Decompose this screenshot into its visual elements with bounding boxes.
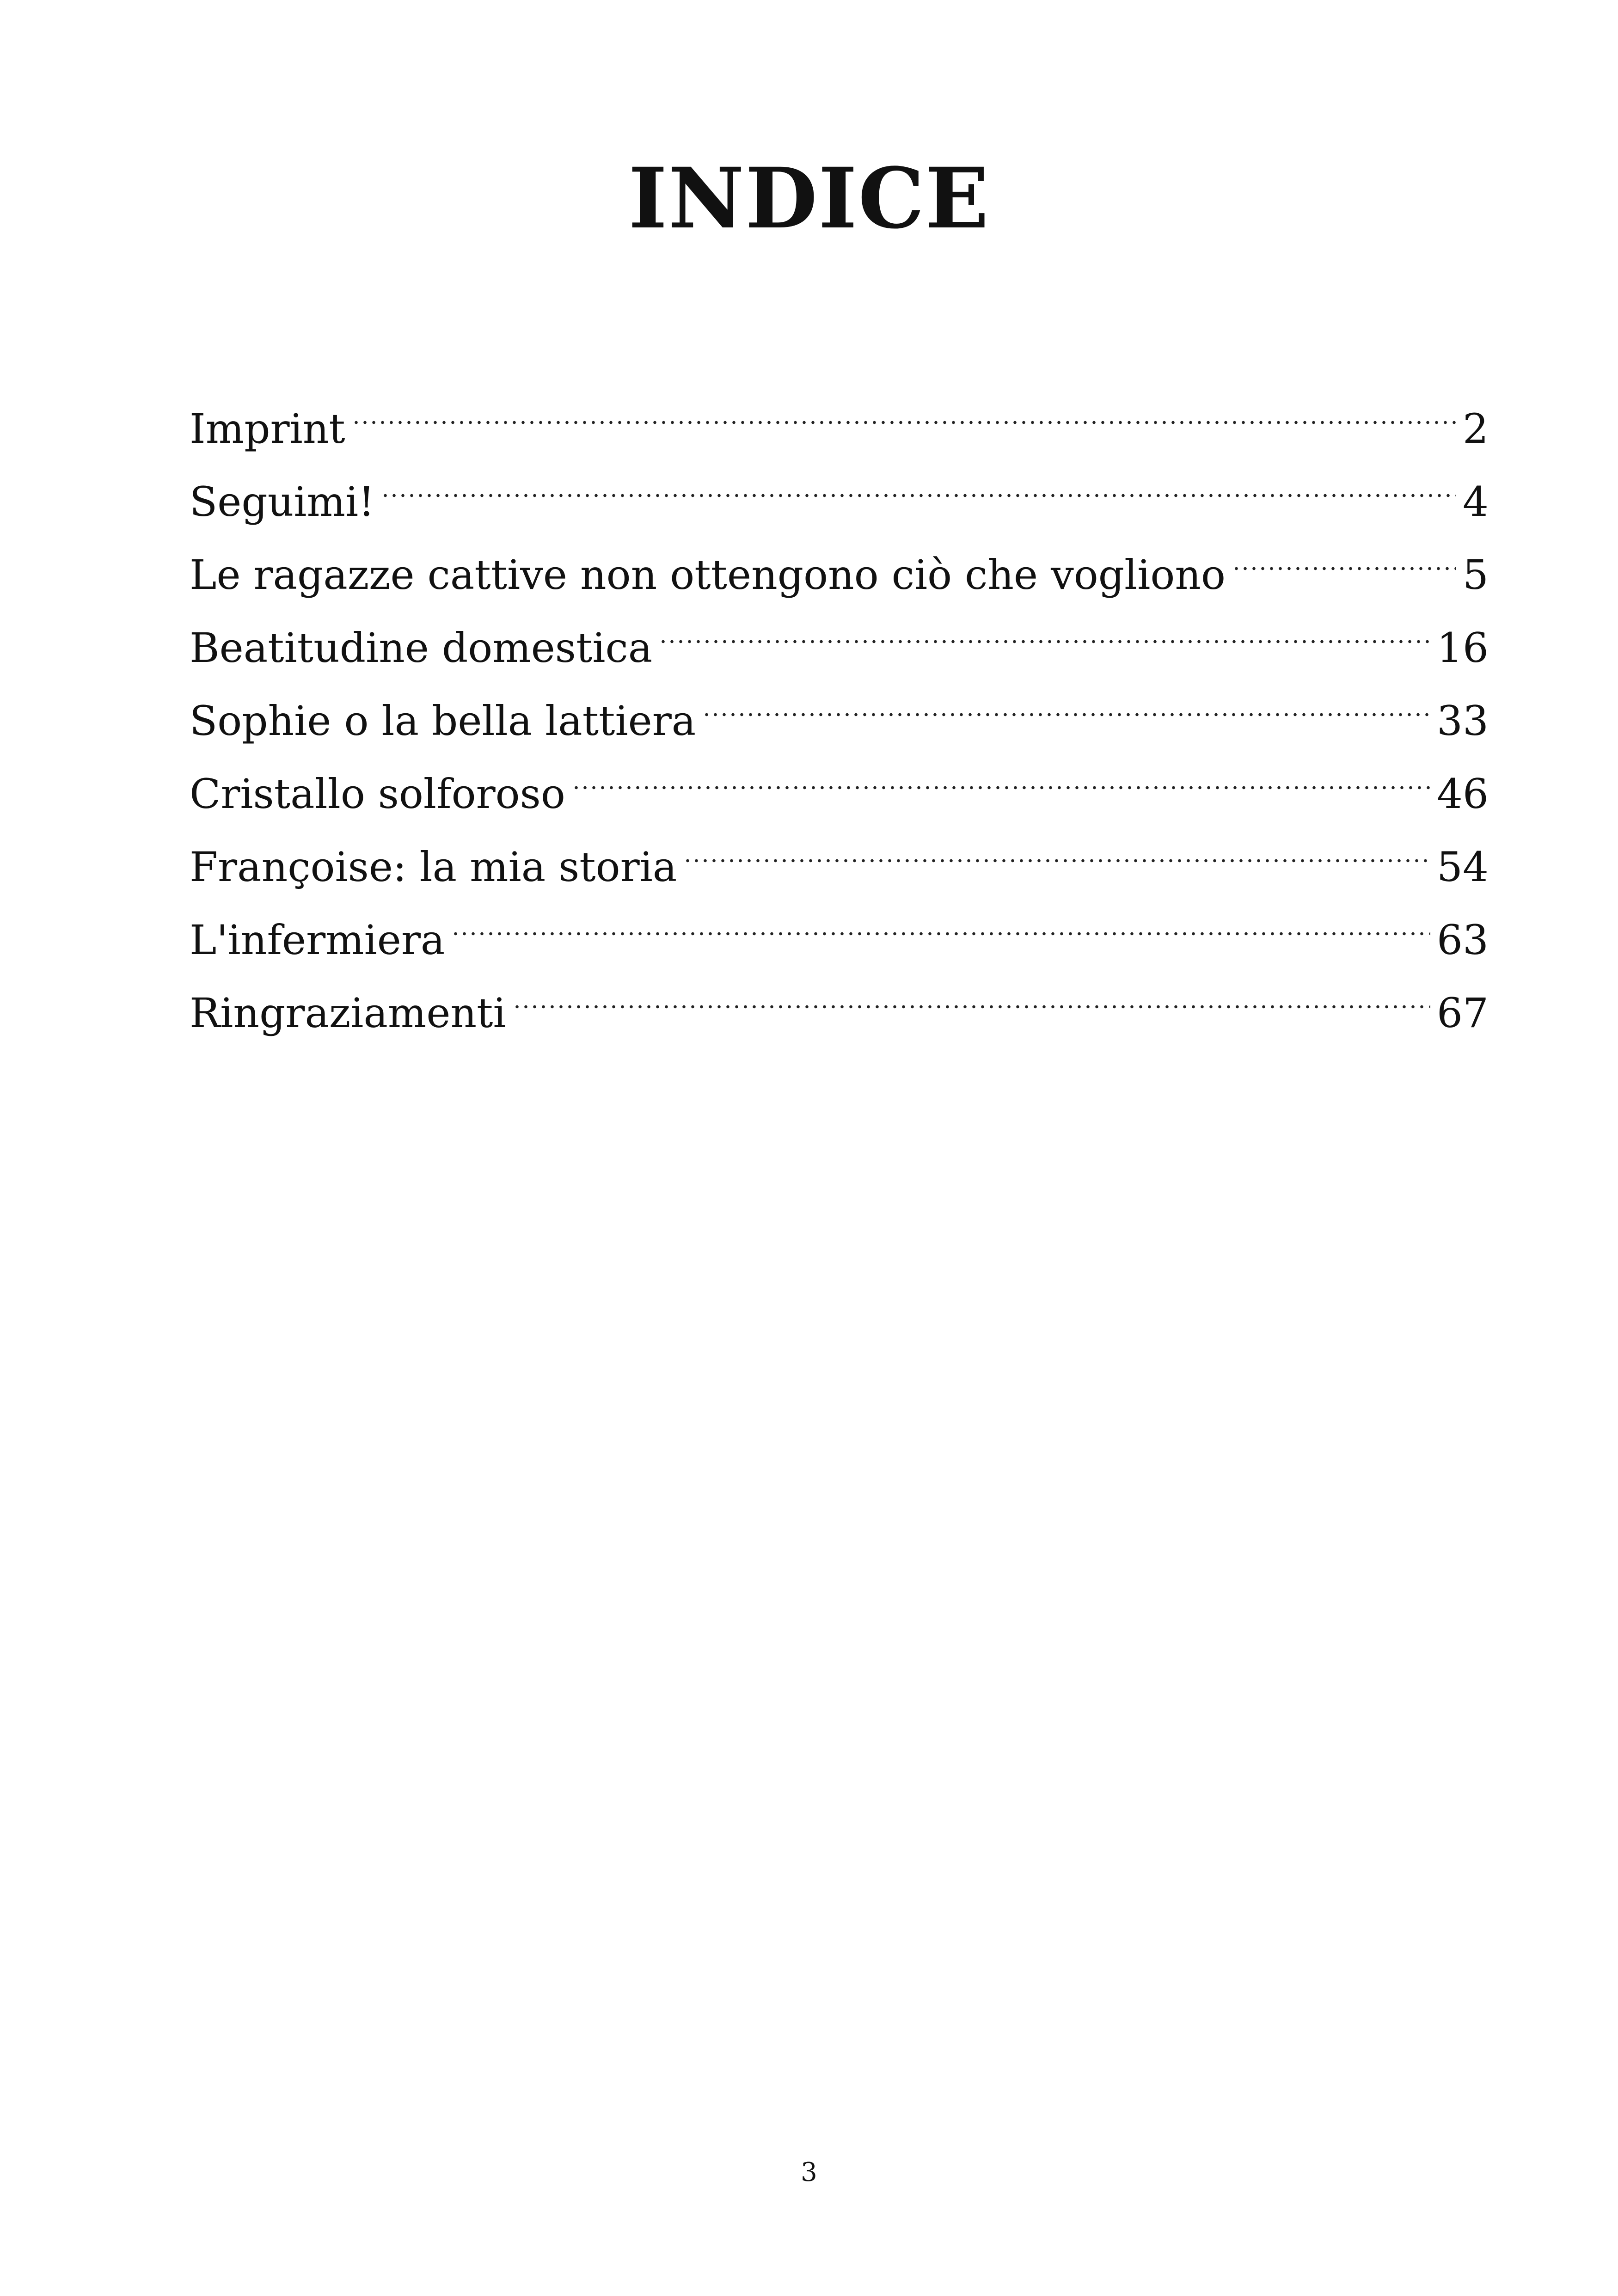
toc-entry-title: Imprint [190, 405, 345, 453]
dot-leader [451, 881, 1430, 954]
toc-entry-title: Le ragazze cattive non ottengono ciò che vogliono [190, 551, 1226, 599]
toc-entry-page: 2 [1463, 405, 1489, 453]
toc-entry-page: 5 [1463, 551, 1489, 599]
toc-entry-title: Sophie o la bella lattiera [190, 697, 696, 745]
toc-entry-page: 54 [1437, 843, 1489, 891]
toc-entry-title: Seguimi! [190, 478, 375, 526]
toc-entry[interactable] [190, 443, 1489, 526]
toc-entry-page: 16 [1437, 624, 1489, 672]
toc-entry-title: Cristallo solforoso [190, 770, 565, 818]
toc-entry-page: 46 [1437, 770, 1489, 818]
toc-entry-title: Françoise: la mia storia [190, 843, 677, 891]
toc-entry-page: 33 [1437, 697, 1489, 745]
dot-leader [572, 735, 1430, 808]
toc-entry-page: 4 [1463, 478, 1489, 526]
dot-leader [1232, 516, 1456, 589]
toc-entry-page: 63 [1437, 916, 1489, 964]
dot-leader [702, 662, 1430, 735]
toc-entry-title: Ringraziamenti [190, 989, 506, 1037]
toc-entry[interactable] [190, 516, 1489, 599]
page-title: INDICE [628, 150, 990, 247]
toc-entry-title: L'infermiera [190, 916, 445, 964]
dot-leader [659, 589, 1430, 662]
toc-entry[interactable] [190, 370, 1489, 453]
table-of-contents [190, 370, 1489, 1037]
dot-leader [352, 370, 1456, 443]
toc-entry-page: 67 [1437, 989, 1489, 1037]
toc-entry-title: Beatitudine domestica [190, 624, 653, 672]
dot-leader [513, 954, 1430, 1027]
dot-leader [683, 808, 1430, 881]
dot-leader [381, 443, 1456, 516]
page-number: 3 [801, 2157, 817, 2187]
